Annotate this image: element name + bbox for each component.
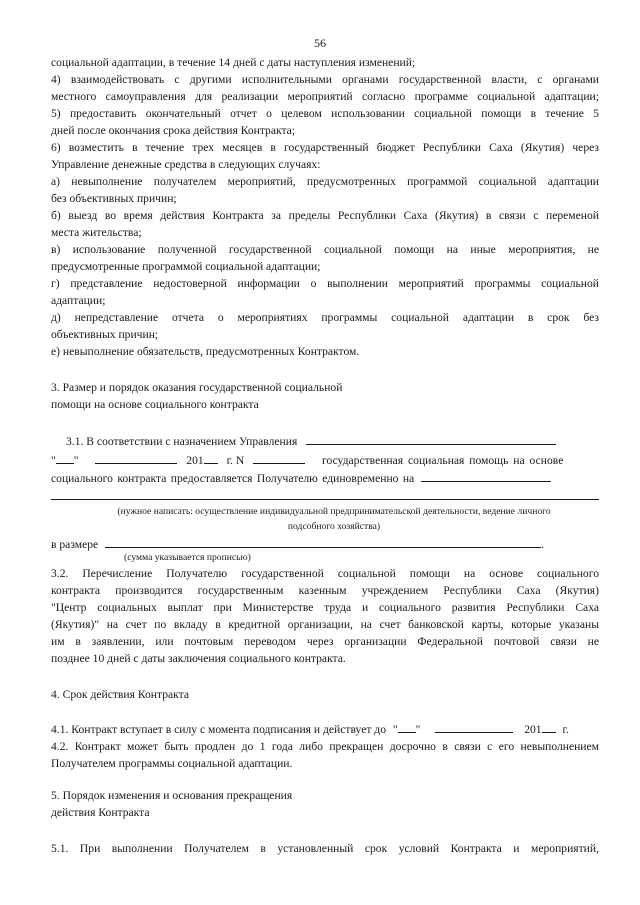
text-line: 5.1. При выполнении Получателем в установленный срок условий Контракта и мероприятий,: [51, 842, 599, 855]
text-line: Управление денежные средства в следующих случаях:: [51, 158, 321, 171]
text-line: б) выезд во время действия Контракта за пределы Республики Саха (Якутия) в связи с переменой: [51, 209, 599, 222]
text-line: дней после окончания срока действия Контракта;: [51, 124, 296, 137]
field-note: подсобного хозяйства): [287, 521, 381, 532]
year-prefix: 201: [186, 454, 204, 467]
text-fragment: государственная социальная помощь на основе: [322, 454, 564, 467]
text-fragment: социального контракта предоставляется Получателю единовременно на: [51, 472, 415, 485]
text-line: без объективных причин;: [51, 192, 177, 205]
purpose-continuation-line[interactable]: [51, 499, 599, 500]
text-line: 5) предоставить окончательный отчет о целевом использовании социальной помощи в течение 5: [51, 107, 599, 120]
end-month-blank[interactable]: [435, 722, 513, 733]
year-blank[interactable]: [204, 453, 218, 464]
authority-blank[interactable]: [306, 434, 556, 445]
order-number-label: г. N: [226, 454, 245, 467]
text-fragment: в размере: [51, 538, 99, 551]
text-line: адаптации;: [51, 294, 106, 307]
text-line: объективных причин;: [51, 328, 159, 341]
text-line: Получателем программы социальной адаптации.: [51, 757, 293, 770]
end-year-blank[interactable]: [542, 722, 556, 733]
text-line: предусмотренные программой социальной адаптации;: [51, 260, 321, 273]
text-line: контракта производится государственным казенным учреждением Республики Саха (Якутия): [51, 584, 599, 597]
text-line: "Центр социальных выплат при Министерстве труда и социального развития Республики Саха: [51, 601, 599, 614]
text-line: е) невыполнение обязательств, предусмотренных Контрактом.: [51, 345, 360, 358]
text-line: социальной адаптации, в течение 14 дней с даты наступления изменений;: [51, 56, 416, 69]
section-heading: 5. Порядок изменения и основания прекращения: [51, 789, 293, 802]
section-heading: действия Контракта: [51, 806, 150, 819]
form-line: [51, 471, 599, 486]
section-heading: 4. Срок действия Контракта: [51, 688, 189, 701]
text-line: г) представление недостоверной информации о выполнении мероприятий программы социальной: [51, 277, 599, 290]
month-blank[interactable]: [95, 453, 177, 464]
text-line: 3.2. Перечисление Получателю государственной социальной помощи на основе социального: [51, 567, 599, 580]
text-line: 4.2. Контракт может быть продлен до 1 года либо прекращен досрочно в связи с его невыполнением: [51, 740, 599, 753]
form-line: [51, 722, 599, 737]
text-line: им в заявлении, или почтовым переводом через организации Федеральной почтовой связи не: [51, 635, 599, 648]
amount-blank[interactable]: [105, 537, 541, 548]
order-number-blank[interactable]: [253, 453, 305, 464]
text-line: местного самоуправления для реализации мероприятий согласно программе социальной адаптации;: [51, 90, 599, 103]
form-line: [51, 453, 599, 468]
section-heading: 3. Размер и порядок оказания государственной социальной: [51, 381, 343, 394]
year-prefix: 201: [524, 723, 542, 736]
page-number: 56: [314, 36, 326, 50]
text-line: (Якутия)" на счет по вкладу в кредитной организации, на счет банковской карты, которые указаны: [51, 618, 599, 631]
quote-mark: ": [415, 723, 421, 736]
text-line: 6) возместить в течение трех месяцев в государственный бюджет Республики Саха (Якутия) через: [51, 141, 599, 154]
field-note: (нужное написать: осуществление индивидуальной предпринимательской деятельности, ведение личного: [117, 506, 551, 517]
text-line: 4) взаимодействовать с другими исполнительными органами государственной власти, с органами: [51, 73, 599, 86]
form-line: [66, 434, 599, 449]
form-line: [51, 537, 599, 552]
end-day-blank[interactable]: [398, 722, 416, 733]
field-note: (сумма указывается прописью): [124, 552, 251, 563]
quote-mark: ": [73, 454, 79, 467]
text-line: д) непредставление отчета о мероприятиях программы социальной адаптации в срок без: [51, 311, 599, 324]
quote-mark: ": [51, 454, 56, 467]
text-fragment: 3.1. В соответствии с назначением Управления: [66, 435, 298, 448]
section-heading: помощи на основе социального контракта: [51, 398, 259, 411]
text-line: а) невыполнение получателем мероприятий, предусмотренных программой социальной адаптации: [51, 175, 599, 188]
year-suffix: г.: [562, 723, 569, 736]
text-line: позднее 10 дней с даты заключения социального контракта.: [51, 652, 346, 665]
punctuation: .: [541, 538, 544, 551]
quote-mark: ": [392, 723, 398, 736]
text-fragment: 4.1. Контракт вступает в силу с момента подписания и действует до: [51, 723, 387, 736]
text-line: места жительства;: [51, 226, 142, 239]
text-line: в) использование полученной государственной социальной помощи на иные мероприятия, не: [51, 243, 599, 256]
purpose-blank[interactable]: [421, 471, 551, 482]
day-blank[interactable]: [56, 453, 74, 464]
